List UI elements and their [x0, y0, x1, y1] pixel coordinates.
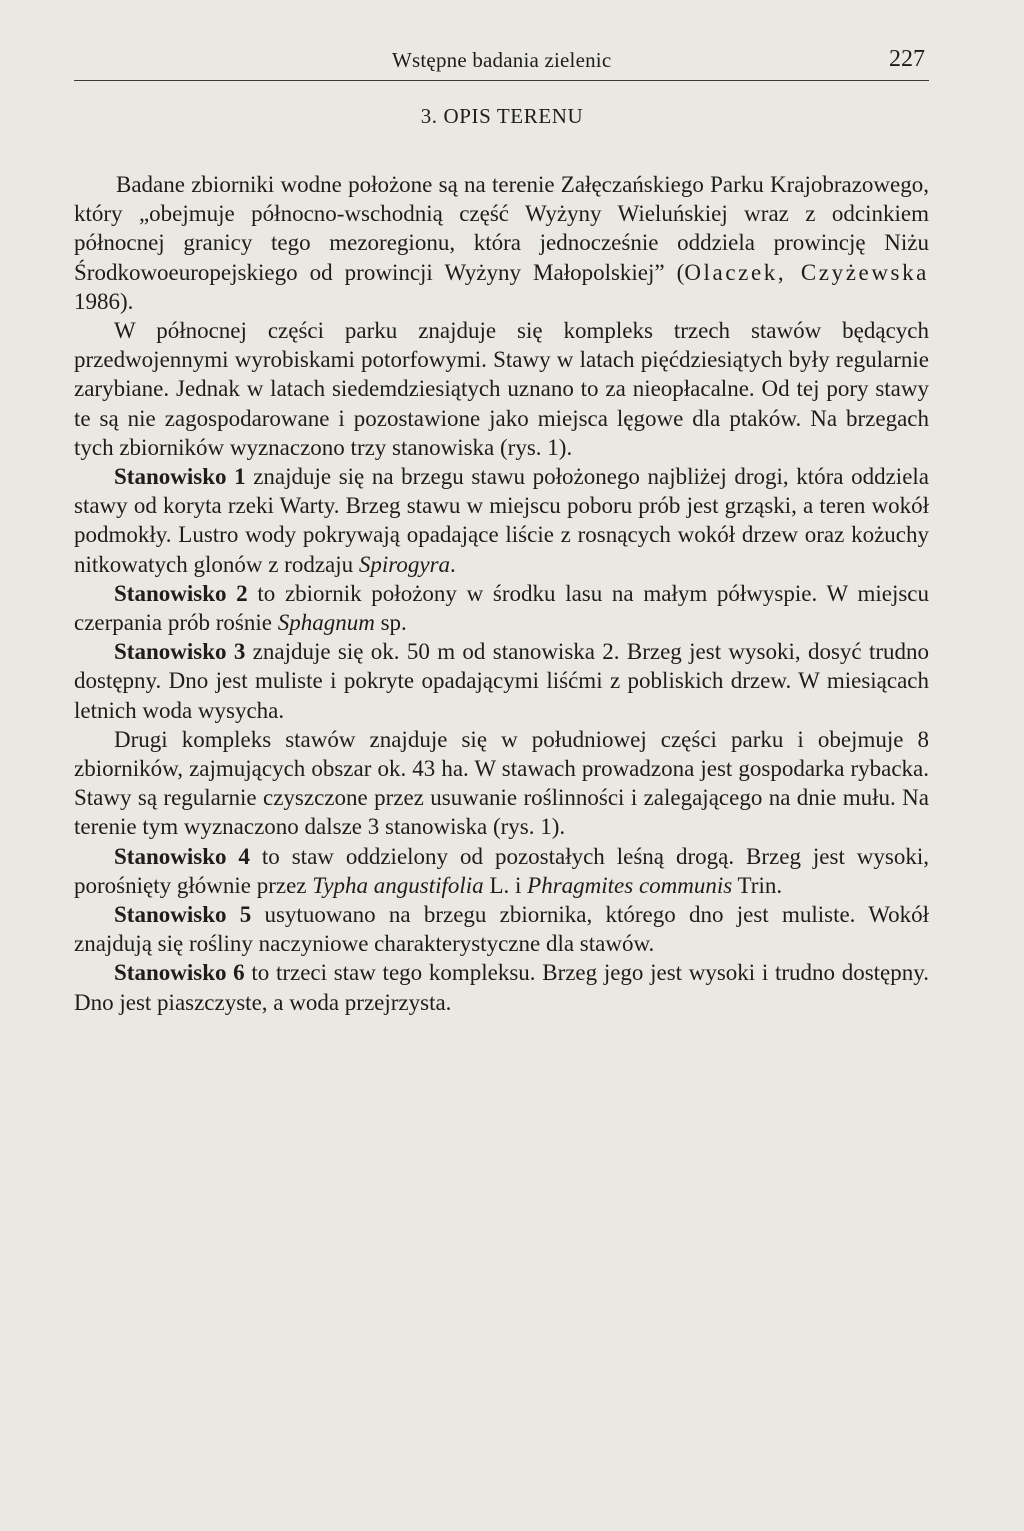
paragraph-intro: Badane zbiorniki wodne położone są na terenie Załęczańskiego Parku Krajobrazowego, który „obejmuje północno-wschodnią część Wyżyny Wieluńskiej wraz z odcinkiem północnej granicy tego mezoregionu, która jednocześnie oddziela prowincję Niżu Środkowoeuropejskiego od prowincji Wyżyny Małopolskiej” (Olaczek, Czyżewska 1986). [74, 172, 929, 314]
citation-authors: Olaczek, Czyżewska [684, 259, 929, 285]
page-header [74, 44, 929, 81]
section-heading: 3. OPIS TERENU [420, 104, 584, 128]
paragraph-south-complex: Drugi kompleks stawów znajduje się w południowej części parku i obejmuje 8 zbiorników, zajmujących obszar ok. 43 ha. W stawach prowadzona jest gospodarka rybacka. Stawy są regularnie czyszczone przez usuwanie roślinności i zalegającego na dnie mułu. Na terenie tym wyznaczono dalsze 3 stanowiska (rys. 1). [74, 726, 929, 840]
station-label: Stanowisko 2 [114, 580, 248, 606]
station-label: Stanowisko 5 [114, 902, 252, 928]
paragraph-station-3: Stanowisko 3 znajduje się ok. 50 m od stanowiska 2. Brzeg jest wysoki, dosyć trudno dostępny. Dno jest muliste i pokryte opadającymi liśćmi z pobliskich drzew. W miesiącach letnich woda wysycha. [74, 639, 930, 723]
page-number: 227 [889, 46, 925, 72]
body-text [74, 170, 929, 1017]
genus-name: Sphagnum [277, 610, 375, 636]
genus-name: Spirogyra [358, 551, 451, 577]
paragraph-station-4: Stanowisko 4 to staw oddzielony od pozostałych leśną drogą. Brzeg jest wysoki, porośnięty głównie przez Typha angustifolia L. i Phragmites communis Trin. [74, 843, 929, 898]
paragraph-north-complex: W północnej części parku znajduje się kompleks trzech stawów będących przedwojennymi wyrobiskami potorfowymi. Stawy w latach pięćdziesiątych były regularnie zarybiane. Jednak w latach siedemdziesiątych uznano to za nieopłacalne. Od tej pory stawy te są nie zagospodarowane i pozostawione jako miejsca lęgowe dla ptaków. Na brzegach tych zbiorników wyznaczono trzy stanowiska (rys. 1). [74, 318, 929, 460]
paragraph-station-2: Stanowisko 2 to zbiornik położony w środku lasu na małym półwyspie. W miejscu czerpania prób rośnie Sphagnum sp. [74, 580, 930, 636]
station-label: Stanowisko 4 [114, 843, 250, 869]
paragraph-station-6: Stanowisko 6 to trzeci staw tego kompleksu. Brzeg jego jest wysoki i trudno dostępny. Dno jest piaszczyste, a woda przejrzysta. [74, 960, 930, 1015]
paragraph-station-5: Stanowisko 5 usytuowano na brzegu zbiornika, którego dno jest muliste. Wokół znajdują się rośliny naczyniowe charakterystyczne dla stawów. [74, 902, 930, 957]
station-label: Stanowisko 3 [114, 639, 246, 665]
species-name: Phragmites communis [527, 872, 733, 898]
paragraph-station-1: Stanowisko 1 znajduje się na brzegu stawu położonego najbliżej drogi, która oddziela stawy od koryta rzeki Warty. Brzeg stawu w miejscu poboru prób jest grząski, a teren wokół podmokły. Lustro wody pokrywają opadające liście z rosnących wokół drzew oraz kożuchy nitkowatych glonów z rodzaju Spirogyra. [74, 464, 929, 577]
station-label: Stanowisko 1 [114, 464, 246, 490]
species-name: Typha angustifolia [312, 872, 484, 898]
running-title: Wstępne badania zielenic [392, 48, 612, 72]
station-label: Stanowisko 6 [114, 960, 245, 986]
